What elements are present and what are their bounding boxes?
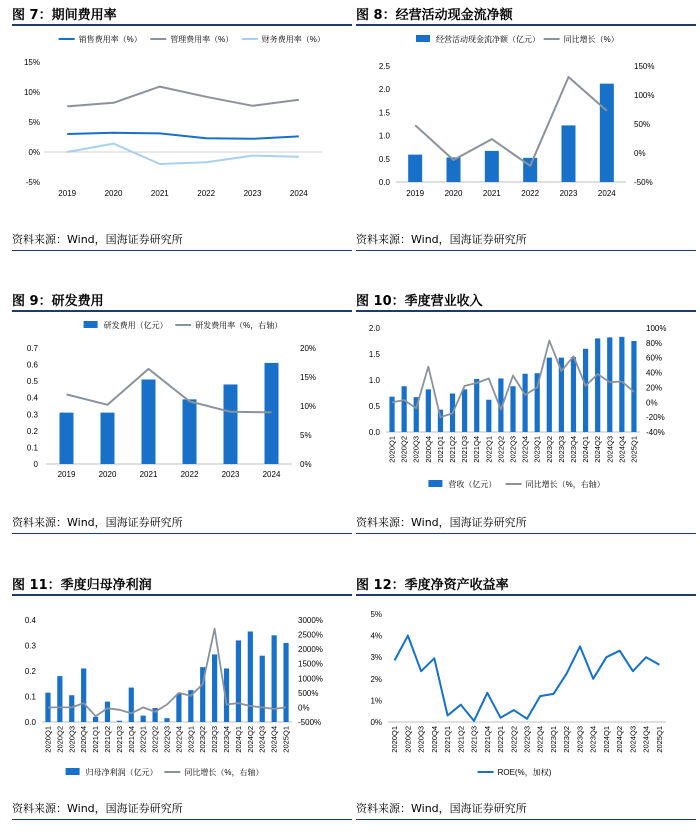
x-tick-label: 2022Q2: [496, 436, 505, 463]
bar: [117, 721, 122, 722]
series-line: [395, 636, 660, 721]
bar: [101, 413, 115, 464]
x-tick-label: 2020Q4: [79, 726, 88, 753]
x-tick-label: 2024: [290, 189, 308, 198]
y-tick-label: 15%: [24, 58, 40, 67]
bar: [619, 337, 624, 432]
legend-label: 财务费用率（%）: [262, 34, 325, 44]
series-line: [67, 369, 272, 413]
y-tick-label: 0%: [370, 718, 382, 727]
y-tick-label-right: 3000%: [298, 616, 323, 625]
bar: [265, 363, 279, 464]
footer-rule: [12, 533, 352, 534]
x-tick-label: 2022Q3: [509, 436, 518, 463]
y-tick-label: 0%: [28, 148, 40, 157]
y-tick-label-left: 0.1: [25, 693, 37, 702]
bar: [408, 155, 422, 182]
footer-rule: [356, 250, 696, 251]
legend-label: 研发费用率（%，右轴）: [195, 320, 282, 331]
y-tick-label-left: 0.5: [369, 402, 381, 411]
y-tick-label-left: 0.6: [27, 361, 39, 370]
bar: [486, 400, 491, 432]
y-tick-label-left: 1.5: [369, 350, 381, 359]
x-tick-label: 2022: [197, 189, 215, 198]
bar: [562, 125, 576, 182]
x-tick-label: 2022Q3: [163, 726, 172, 753]
legend-swatch: [428, 480, 442, 487]
source-note: 资料来源：Wind，国海证券研究所: [12, 514, 183, 530]
y-tick-label-left: 0.3: [25, 642, 37, 651]
bar: [176, 694, 181, 722]
x-tick-label: 2021Q1: [91, 726, 100, 753]
y-tick-label-left: 0.0: [369, 428, 381, 437]
legend-label: 研发费用（亿元）: [104, 320, 168, 330]
chart-panel-9: [12, 290, 352, 552]
y-tick-label-right: 2000%: [298, 645, 323, 654]
bar: [631, 341, 636, 432]
bar: [583, 349, 588, 432]
source-note: 资料来源：Wind，国海证券研究所: [12, 800, 183, 816]
y-tick-label-left: 0.2: [25, 667, 37, 676]
x-tick-label: 2020Q1: [388, 436, 397, 463]
y-tick-label-right: 500%: [298, 689, 318, 698]
x-tick-label: 2024Q3: [258, 726, 267, 753]
y-tick-label-right: 20%: [300, 344, 316, 353]
bar: [93, 717, 98, 722]
chart-panel-11: [12, 574, 352, 836]
bar: [81, 668, 86, 722]
x-tick-label: 2023: [560, 189, 578, 198]
x-tick-label: 2021Q1: [436, 436, 445, 463]
x-tick-label: 2021Q3: [115, 726, 124, 753]
legend-label: 销售费用率（%）: [79, 34, 142, 44]
y-tick-label-left: 2.0: [369, 324, 381, 333]
x-tick-label: 2021Q3: [460, 436, 469, 463]
y-tick-label-left: 0.7: [27, 344, 39, 353]
bar: [105, 702, 110, 722]
x-tick-label: 2020Q4: [430, 726, 439, 753]
source-note: 资料来源：Wind，国海证券研究所: [356, 800, 527, 816]
footer-rule: [12, 250, 352, 251]
y-tick-label-left: 0.3: [27, 410, 39, 419]
y-tick-label-right: 0%: [300, 460, 312, 469]
title-rule: [12, 594, 352, 596]
y-tick-label: 4%: [370, 632, 382, 641]
bar: [260, 656, 265, 722]
x-tick-label: 2019: [58, 189, 76, 198]
y-tick-label-right: 15%: [300, 373, 316, 382]
y-tick-label-right: -50%: [634, 178, 653, 187]
y-tick-label-left: 0.0: [379, 178, 391, 187]
x-tick-label: 2021Q4: [127, 726, 136, 753]
x-tick-label: 2022Q2: [509, 726, 518, 753]
y-tick-label-left: 0: [34, 460, 39, 469]
source-note: 资料来源：Wind，国海证券研究所: [356, 514, 527, 530]
bar: [607, 337, 612, 432]
y-tick-label-right: 5%: [300, 431, 312, 440]
legend-label: 归母净利润（亿元）: [86, 767, 158, 777]
bar: [212, 654, 217, 722]
y-tick-label: 10%: [24, 88, 40, 97]
x-tick-label: 2020Q2: [403, 726, 412, 753]
y-tick-label-right: 60%: [646, 354, 662, 363]
x-tick-label: 2020: [445, 189, 463, 198]
bar: [510, 386, 515, 432]
y-tick-label-right: 150%: [634, 62, 654, 71]
y-tick-label-right: 2500%: [298, 631, 323, 640]
y-tick-label: 3%: [370, 653, 382, 662]
x-tick-label: 2023: [222, 470, 240, 479]
y-tick-label-left: 2.0: [379, 85, 391, 94]
x-tick-label: 2024Q4: [642, 726, 651, 753]
y-tick-label-left: 0.0: [25, 718, 37, 727]
title-rule: [356, 594, 696, 596]
x-tick-label: 2023Q2: [545, 436, 554, 463]
x-tick-label: 2024Q2: [246, 726, 255, 753]
x-tick-label: 2022Q1: [496, 726, 505, 753]
x-tick-label: 2021Q2: [448, 436, 457, 463]
legend-label: ROE(%，加权): [498, 767, 552, 778]
y-tick-label-left: 0.4: [27, 394, 39, 403]
y-tick-label: 1%: [370, 696, 382, 705]
y-tick-label-right: 10%: [300, 402, 316, 411]
bar: [600, 84, 614, 182]
x-tick-label: 2024Q1: [602, 726, 611, 753]
bar: [60, 413, 74, 464]
y-tick-label-right: -20%: [646, 413, 665, 422]
bar: [447, 157, 461, 182]
bar: [57, 676, 62, 722]
chart-9-svg: [12, 316, 352, 516]
x-tick-label: 2025Q1: [655, 726, 664, 753]
legend-label: 营收（亿元）: [448, 479, 496, 489]
y-tick-label-right: 1000%: [298, 674, 323, 683]
x-tick-label: 2024Q1: [581, 436, 590, 463]
y-tick-label-right: 1500%: [298, 660, 323, 669]
x-tick-label: 2021Q3: [470, 726, 479, 753]
chart-12-svg: [356, 600, 696, 800]
legend-swatch: [416, 35, 430, 42]
chart-panel-10: [356, 290, 696, 552]
x-tick-label: 2023Q4: [589, 726, 598, 753]
figure-title: 图 11：季度归母净利润: [12, 574, 152, 593]
legend-label: 经营活动现金流净额（亿元）: [436, 34, 540, 44]
x-tick-label: 2021: [140, 470, 158, 479]
x-tick-label: 2022Q3: [523, 726, 532, 753]
source-note: 资料来源：Wind，国海证券研究所: [356, 231, 527, 247]
y-tick-label-left: 1.0: [379, 132, 391, 141]
chart-11-svg: [12, 600, 352, 800]
x-tick-label: 2024Q3: [605, 436, 614, 463]
y-tick-label-right: 0%: [298, 703, 310, 712]
x-tick-label: 2020Q2: [55, 726, 64, 753]
x-tick-label: 2022: [521, 189, 539, 198]
y-tick-label-right: -40%: [646, 428, 665, 437]
bar: [142, 379, 156, 464]
bar: [547, 358, 552, 432]
chart-panel-8: [356, 4, 696, 266]
y-tick-label-right: 0%: [634, 149, 646, 158]
bar: [485, 151, 499, 182]
bar: [426, 389, 431, 432]
x-tick-label: 2025Q1: [282, 726, 291, 753]
chart-panel-12: [356, 574, 696, 836]
bar: [69, 695, 74, 722]
x-tick-label: 2024Q4: [270, 726, 279, 753]
x-tick-label: 2020Q2: [400, 436, 409, 463]
x-tick-label: 2023Q3: [210, 726, 219, 753]
x-tick-label: 2022Q1: [139, 726, 148, 753]
chart-10-svg: [356, 316, 696, 516]
legend-label: 同比增长（%）: [564, 34, 619, 44]
legend-label: 同比增长（%，右轴）: [526, 479, 605, 490]
x-tick-label: 2023Q1: [186, 726, 195, 753]
x-tick-label: 2022Q4: [521, 436, 530, 463]
series-line: [67, 133, 299, 139]
footer-rule: [356, 533, 696, 534]
bar: [283, 643, 288, 722]
y-tick-label: -5%: [26, 178, 40, 187]
x-tick-label: 2020Q3: [412, 436, 421, 463]
x-tick-label: 2024Q4: [617, 436, 626, 463]
x-tick-label: 2020: [105, 189, 123, 198]
x-tick-label: 2019: [58, 470, 76, 479]
y-tick-label-right: -500%: [298, 718, 321, 727]
x-tick-label: 2024: [263, 470, 281, 479]
x-tick-label: 2024Q2: [593, 436, 602, 463]
x-tick-label: 2022Q4: [536, 726, 545, 753]
y-tick-label-left: 0.4: [25, 616, 37, 625]
x-tick-label: 2025Q1: [630, 436, 639, 463]
figure-title: 图 8：经营活动现金流净额: [356, 4, 513, 23]
footer-rule: [356, 819, 696, 820]
x-tick-label: 2021Q2: [103, 726, 112, 753]
x-tick-label: 2022: [181, 470, 199, 479]
x-tick-label: 2021Q1: [443, 726, 452, 753]
bar: [248, 631, 253, 722]
legend-label: 管理费用率（%）: [170, 34, 233, 44]
bar: [595, 338, 600, 432]
x-tick-label: 2021: [151, 189, 169, 198]
x-tick-label: 2020Q1: [44, 726, 53, 753]
footer-rule: [12, 819, 352, 820]
source-note: 资料来源：Wind，国海证券研究所: [12, 231, 183, 247]
x-tick-label: 2024Q1: [234, 726, 243, 753]
y-tick-label: 2%: [370, 675, 382, 684]
legend-swatch: [66, 768, 80, 775]
series-line: [415, 77, 607, 166]
bar: [129, 688, 134, 722]
y-tick-label-right: 50%: [634, 120, 650, 129]
x-tick-label: 2023: [244, 189, 262, 198]
figure-title: 图 10：季度营业收入: [356, 290, 483, 309]
series-line: [67, 87, 299, 107]
series-line: [67, 144, 299, 164]
y-tick-label: 5%: [28, 118, 40, 127]
figure-title: 图 9：研发费用: [12, 290, 104, 309]
x-tick-label: 2024Q2: [615, 726, 624, 753]
x-tick-label: 2022Q1: [484, 436, 493, 463]
x-tick-label: 2024: [598, 189, 616, 198]
y-tick-label-left: 1.0: [369, 376, 381, 385]
bar: [224, 384, 238, 464]
bar: [402, 386, 407, 432]
x-tick-label: 2023Q1: [549, 726, 558, 753]
title-rule: [356, 310, 696, 312]
title-rule: [12, 310, 352, 312]
x-tick-label: 2020Q3: [417, 726, 426, 753]
y-tick-label-left: 0.1: [27, 443, 39, 452]
x-tick-label: 2023Q4: [222, 726, 231, 753]
y-tick-label-right: 100%: [634, 91, 654, 100]
y-tick-label-left: 2.5: [379, 62, 391, 71]
y-tick-label-left: 1.5: [379, 108, 391, 117]
x-tick-label: 2021: [483, 189, 501, 198]
x-tick-label: 2019: [406, 189, 424, 198]
bar: [522, 374, 527, 432]
figure-title: 图 7：期间费用率: [12, 4, 117, 23]
x-tick-label: 2020Q4: [424, 436, 433, 463]
title-rule: [12, 24, 352, 26]
x-tick-label: 2023Q2: [562, 726, 571, 753]
x-tick-label: 2022Q2: [151, 726, 160, 753]
bar: [236, 640, 241, 722]
x-tick-label: 2023Q4: [569, 436, 578, 463]
y-tick-label-right: 20%: [646, 383, 662, 392]
x-tick-label: 2023Q2: [198, 726, 207, 753]
bar: [571, 357, 576, 432]
title-rule: [356, 24, 696, 26]
x-tick-label: 2020Q3: [67, 726, 76, 753]
x-tick-label: 2024Q3: [628, 726, 637, 753]
bar: [183, 399, 197, 464]
x-tick-label: 2022Q4: [174, 726, 183, 753]
x-tick-label: 2021Q2: [456, 726, 465, 753]
bar: [474, 379, 479, 432]
x-tick-label: 2021Q4: [483, 726, 492, 753]
y-tick-label-left: 0.5: [379, 155, 391, 164]
x-tick-label: 2023Q3: [557, 436, 566, 463]
legend-swatch: [84, 321, 98, 328]
bar: [164, 718, 169, 722]
bar: [462, 389, 467, 432]
y-tick-label-right: 40%: [646, 369, 662, 378]
y-tick-label-right: 100%: [646, 324, 666, 333]
y-tick-label-left: 0.5: [27, 377, 39, 386]
chart-7-svg: [12, 30, 352, 230]
y-tick-label-right: 80%: [646, 339, 662, 348]
y-tick-label-right: 0%: [646, 398, 658, 407]
x-tick-label: 2023Q1: [533, 436, 542, 463]
x-tick-label: 2020: [99, 470, 117, 479]
bar: [141, 716, 146, 722]
x-tick-label: 2020Q1: [390, 726, 399, 753]
x-tick-label: 2023Q3: [576, 726, 585, 753]
chart-8-svg: [356, 30, 696, 230]
legend-label: 同比增长（%，右轴）: [184, 767, 263, 778]
y-tick-label-left: 0.2: [27, 427, 39, 436]
x-tick-label: 2021Q4: [472, 436, 481, 463]
y-tick-label: 5%: [370, 610, 382, 619]
chart-panel-7: [12, 4, 352, 266]
figure-title: 图 12：季度净资产收益率: [356, 574, 509, 593]
